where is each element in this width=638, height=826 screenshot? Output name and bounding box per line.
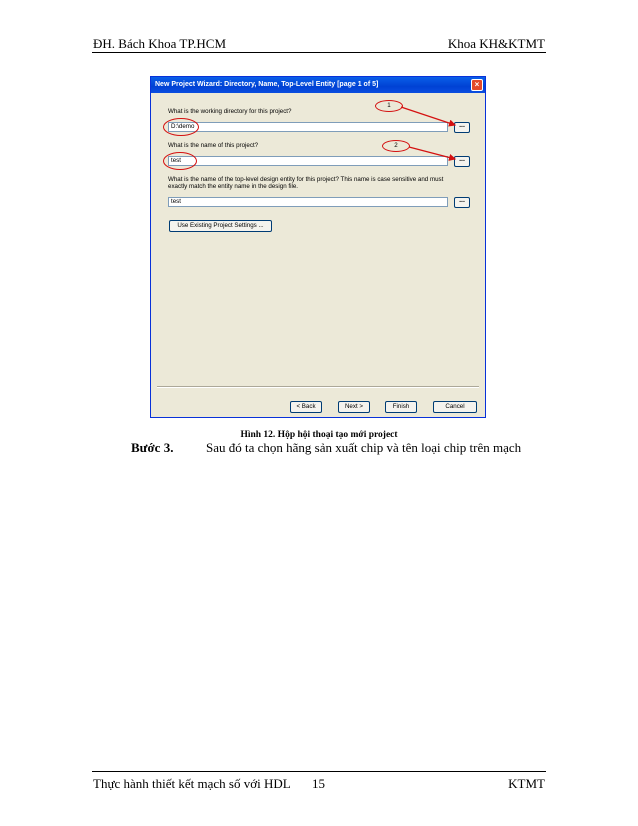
finish-button[interactable]: Finish xyxy=(385,401,417,413)
back-button[interactable]: < Back xyxy=(290,401,322,413)
directory-question: What is the working directory for this project? xyxy=(168,108,292,115)
footer-right: KTMT xyxy=(508,776,545,791)
step-text: Sau đó ta chọn hãng sản xuất chip và tên loại chip trên mạch xyxy=(206,440,522,455)
step-label: Bước 3. xyxy=(131,440,174,455)
new-project-wizard-dialog xyxy=(150,76,486,418)
use-existing-settings-button[interactable]: Use Existing Project Settings ... xyxy=(169,220,272,232)
annotation-arrows xyxy=(151,77,487,419)
header-left: ĐH. Bách Khoa TP.HCM xyxy=(93,36,227,51)
footer-divider xyxy=(92,771,546,772)
next-button[interactable]: Next > xyxy=(338,401,370,413)
project-name-field[interactable]: test xyxy=(168,156,448,166)
directory-browse-button[interactable]: ... xyxy=(454,122,470,133)
page-number: 15 xyxy=(312,776,325,791)
project-name-browse-button[interactable]: ... xyxy=(454,156,470,167)
top-entity-question-line1: What is the name of the top-level design entity for this project? This name is case sensitive and must xyxy=(168,176,444,183)
header-divider xyxy=(92,52,546,53)
top-entity-browse-button[interactable]: ... xyxy=(454,197,470,208)
cancel-button[interactable]: Cancel xyxy=(433,401,477,413)
directory-field[interactable]: D:\demo xyxy=(168,122,448,132)
close-button[interactable]: × xyxy=(471,79,483,91)
figure-caption: Hình 12. Hộp hội thoại tạo mới project xyxy=(240,430,398,440)
arrow-1 xyxy=(401,107,455,125)
annotation-marker-1: 1 xyxy=(375,100,403,112)
footer-left: Thực hành thiết kết mạch số với HDL xyxy=(93,776,291,791)
arrow-2 xyxy=(409,147,455,159)
top-entity-field[interactable]: test xyxy=(168,197,448,207)
dialog-title: New Project Wizard: Directory, Name, Top-Level Entity [page 1 of 5] xyxy=(155,81,379,88)
project-name-question: What is the name of this project? xyxy=(168,142,259,149)
top-entity-question-line2: exactly match the entity name in the design file. xyxy=(168,183,299,190)
annotation-marker-2: 2 xyxy=(382,140,410,152)
header-right: Khoa KH&KTMT xyxy=(447,36,545,51)
